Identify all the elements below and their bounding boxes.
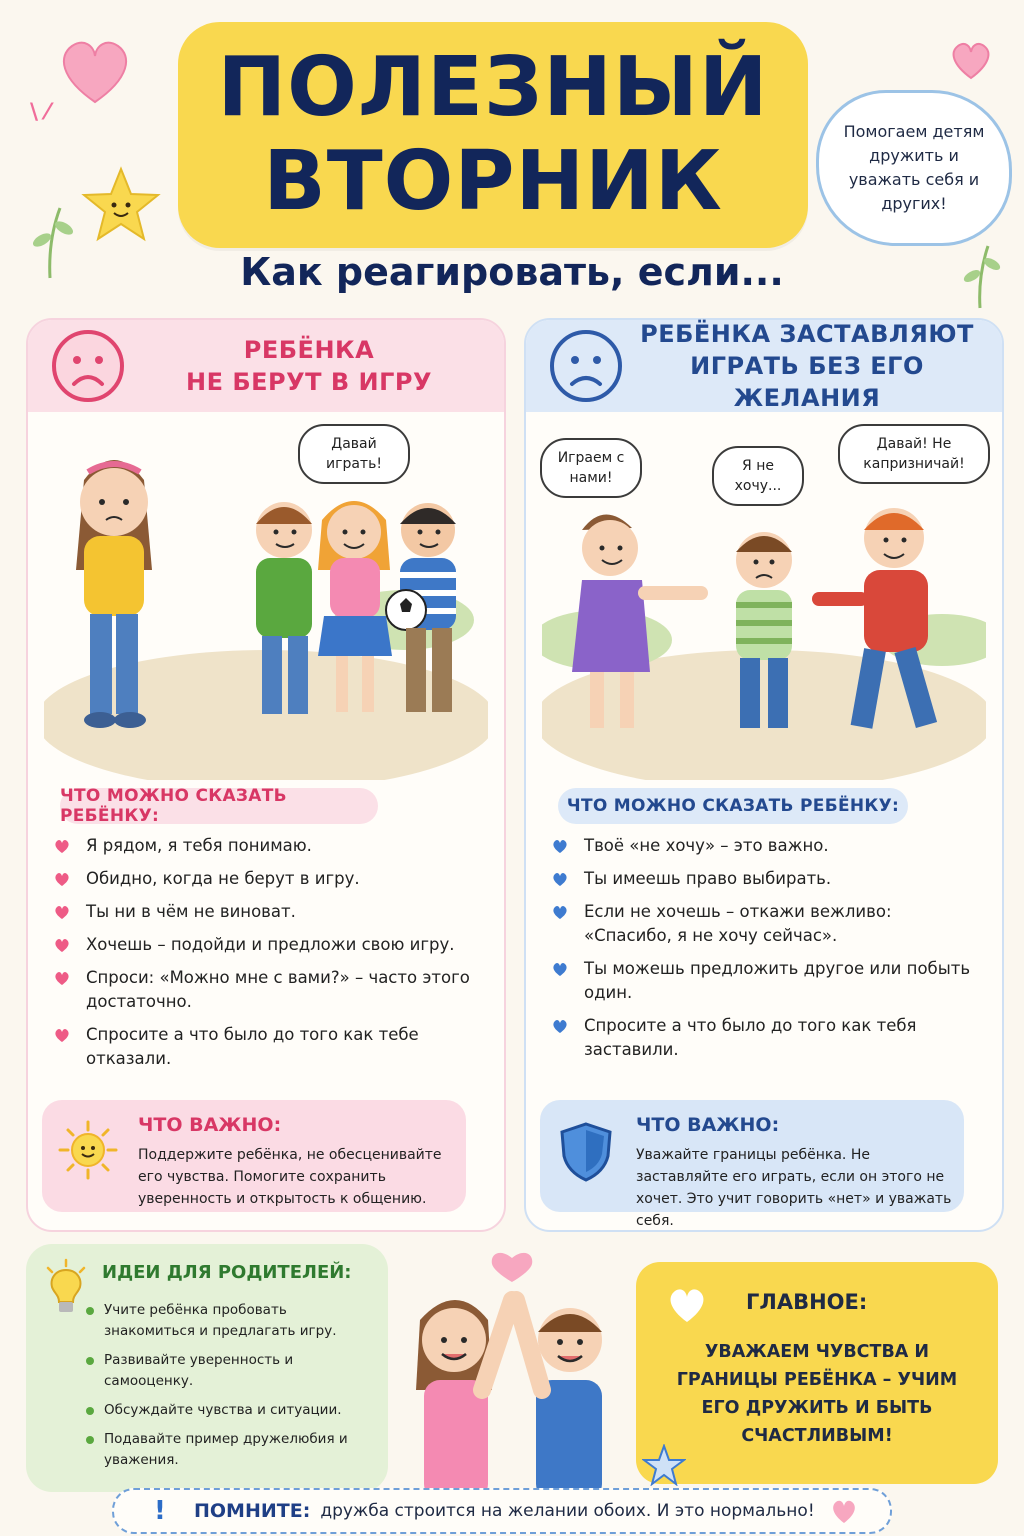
tip-text: Ты ни в чём не виноват.: [86, 902, 296, 921]
heart-icon: [54, 871, 70, 887]
heart-icon: [552, 838, 568, 854]
speech-bubble-dont-want: [712, 446, 804, 506]
star-icon: [80, 165, 162, 247]
heart-icon: [552, 1018, 568, 1034]
title-line-2: ВТОРНИК: [263, 134, 723, 229]
speech-bubble-text: Давай! Не капризничай!: [863, 436, 965, 472]
list-item: [548, 834, 978, 858]
remember-text: дружба строится на желании обоих. И это нормально!: [320, 1501, 815, 1521]
heart-icon: [552, 961, 568, 977]
important-note: [540, 1100, 964, 1229]
panel-title: [624, 318, 1002, 414]
motto-cloud: [816, 90, 1012, 246]
note-title: ЧТО ВАЖНО:: [636, 1114, 780, 1136]
main-title: ГЛАВНОЕ:: [746, 1290, 868, 1314]
list-item: [50, 834, 480, 858]
list-item: Подавайте пример дружелюбия и уважения.: [86, 1429, 376, 1471]
shield-icon: [556, 1120, 616, 1180]
tips-list: [50, 834, 480, 1080]
note-title: ЧТО ВАЖНО:: [138, 1114, 282, 1136]
motto-text: Помогаем детям дружить и уважать себя и других!: [843, 122, 985, 213]
list-item: [50, 966, 480, 1014]
heart-icon: [54, 838, 70, 854]
tip-text: Спросите а что было до того как тебя заставили.: [584, 1016, 917, 1059]
decor-heart-top-left: [50, 30, 140, 114]
panel-title-line-2: НЕ БЕРУТ В ИГРУ: [186, 368, 432, 396]
list-item: [548, 1014, 978, 1062]
speech-bubble-text: Играем с нами!: [557, 450, 625, 486]
heart-icon: [829, 1497, 859, 1525]
star-icon: [642, 1444, 686, 1490]
what-to-say-tag: ЧТО МОЖНО СКАЗАТЬ РЕБЁНКУ:: [558, 788, 908, 824]
sad-face-icon: [548, 328, 624, 404]
main-text: УВАЖАЕМ ЧУВСТВА И ГРАНИЦЫ РЕБЁНКА – УЧИМ ЕГО ДРУЖИТЬ И БЫТЬ СЧАСТЛИВЫМ!: [676, 1342, 958, 1446]
heart-icon: [54, 904, 70, 920]
sad-face-icon: [50, 328, 126, 404]
title-banner: [178, 22, 808, 248]
speech-bubble-dont-be-capricious: [838, 424, 990, 484]
tip-text: Спросите а что было до того как тебе отказали.: [86, 1025, 419, 1068]
tip-text: Хочешь – подойди и предложи свою игру.: [86, 935, 455, 954]
panel-forced-to-play: [524, 318, 1004, 1232]
panel-title-line-1: РЕБЁНКА: [243, 336, 375, 364]
heart-icon-top-right: [946, 38, 996, 86]
heart-icon: [552, 904, 568, 920]
main-message-box: [636, 1262, 998, 1484]
subtitle: Как реагировать, если...: [240, 250, 784, 294]
tip-text: Обидно, когда не берут в игру.: [86, 869, 360, 888]
list-item: [50, 867, 480, 891]
what-to-say-tag: ЧТО МОЖНО СКАЗАТЬ РЕБЁНКУ:: [60, 788, 378, 824]
exclamation-icon: !: [154, 1496, 166, 1526]
tip-text: Ты можешь предложить другое или побыть один.: [584, 959, 971, 1002]
panel-title-line-2: ИГРАТЬ БЕЗ ЕГО ЖЕЛАНИЯ: [690, 352, 924, 412]
heart-icon: [54, 937, 70, 953]
sparkle-lines-left: \ ⁄: [30, 100, 50, 125]
tip-text: Ты имеешь право выбирать.: [584, 869, 832, 888]
speech-bubble-lets-play: [298, 424, 410, 484]
tip-text: Спроси: «Можно мне с вами?» – часто этого достаточно.: [86, 968, 470, 1011]
list-item: [50, 1023, 480, 1071]
list-item: [548, 900, 978, 948]
tip-text: Твоё «не хочу» – это важно.: [584, 836, 829, 855]
title-line-1: ПОЛЕЗНЫЙ: [217, 40, 769, 135]
heart-icon: [54, 1027, 70, 1043]
list-item: [548, 957, 978, 1005]
note-text: Поддержите ребёнка, не обесценивайте его чувства. Помогите сохранить уверенность и открытость к общению.: [138, 1147, 442, 1207]
note-text: Уважайте границы ребёнка. Не заставляйте его играть, если он этого не хочет. Это учит говорить «нет» и уважать себя.: [636, 1147, 952, 1229]
ideas-title: ИДЕИ ДЛЯ РОДИТЕЛЕЙ:: [102, 1262, 352, 1283]
tip-text: Если не хочешь – откажи вежливо: «Спасибо, я не хочу сейчас».: [584, 902, 892, 945]
list-item: [50, 900, 480, 924]
list-item: Обсуждайте чувства и ситуации.: [86, 1400, 376, 1421]
parent-ideas-box: [26, 1244, 388, 1492]
panel-header: [526, 320, 1002, 412]
heart-icon: [664, 1284, 710, 1330]
important-note: [42, 1100, 466, 1212]
remember-label: ПОМНИТЕ:: [194, 1500, 311, 1522]
list-item: [50, 933, 480, 957]
high-five-illustration: [400, 1240, 630, 1500]
sun-icon: [58, 1120, 118, 1180]
heart-icon: [54, 970, 70, 986]
speech-bubble-text: Я не хочу...: [734, 458, 782, 494]
panel-title-line-1: РЕБЁНКА ЗАСТАВЛЯЮТ: [640, 320, 974, 348]
remember-banner: [112, 1488, 892, 1534]
heart-icon: [552, 871, 568, 887]
speech-bubble-play-with-us: [540, 438, 642, 498]
panel-not-taken-in-game: [26, 318, 506, 1232]
panel-title: [126, 334, 504, 398]
tip-text: Я рядом, я тебя понимаю.: [86, 836, 312, 855]
speech-bubble-text: Давай играть!: [326, 436, 382, 472]
illustration-left-scene: [44, 420, 488, 780]
lightbulb-icon: [42, 1258, 90, 1322]
panel-header: [28, 320, 504, 412]
list-item: Развивайте уверенность и самооценку.: [86, 1350, 376, 1392]
ideas-list: [86, 1300, 376, 1479]
list-item: Учите ребёнка пробовать знакомиться и предлагать игру.: [86, 1300, 376, 1342]
tips-list: [548, 834, 978, 1071]
list-item: [548, 867, 978, 891]
